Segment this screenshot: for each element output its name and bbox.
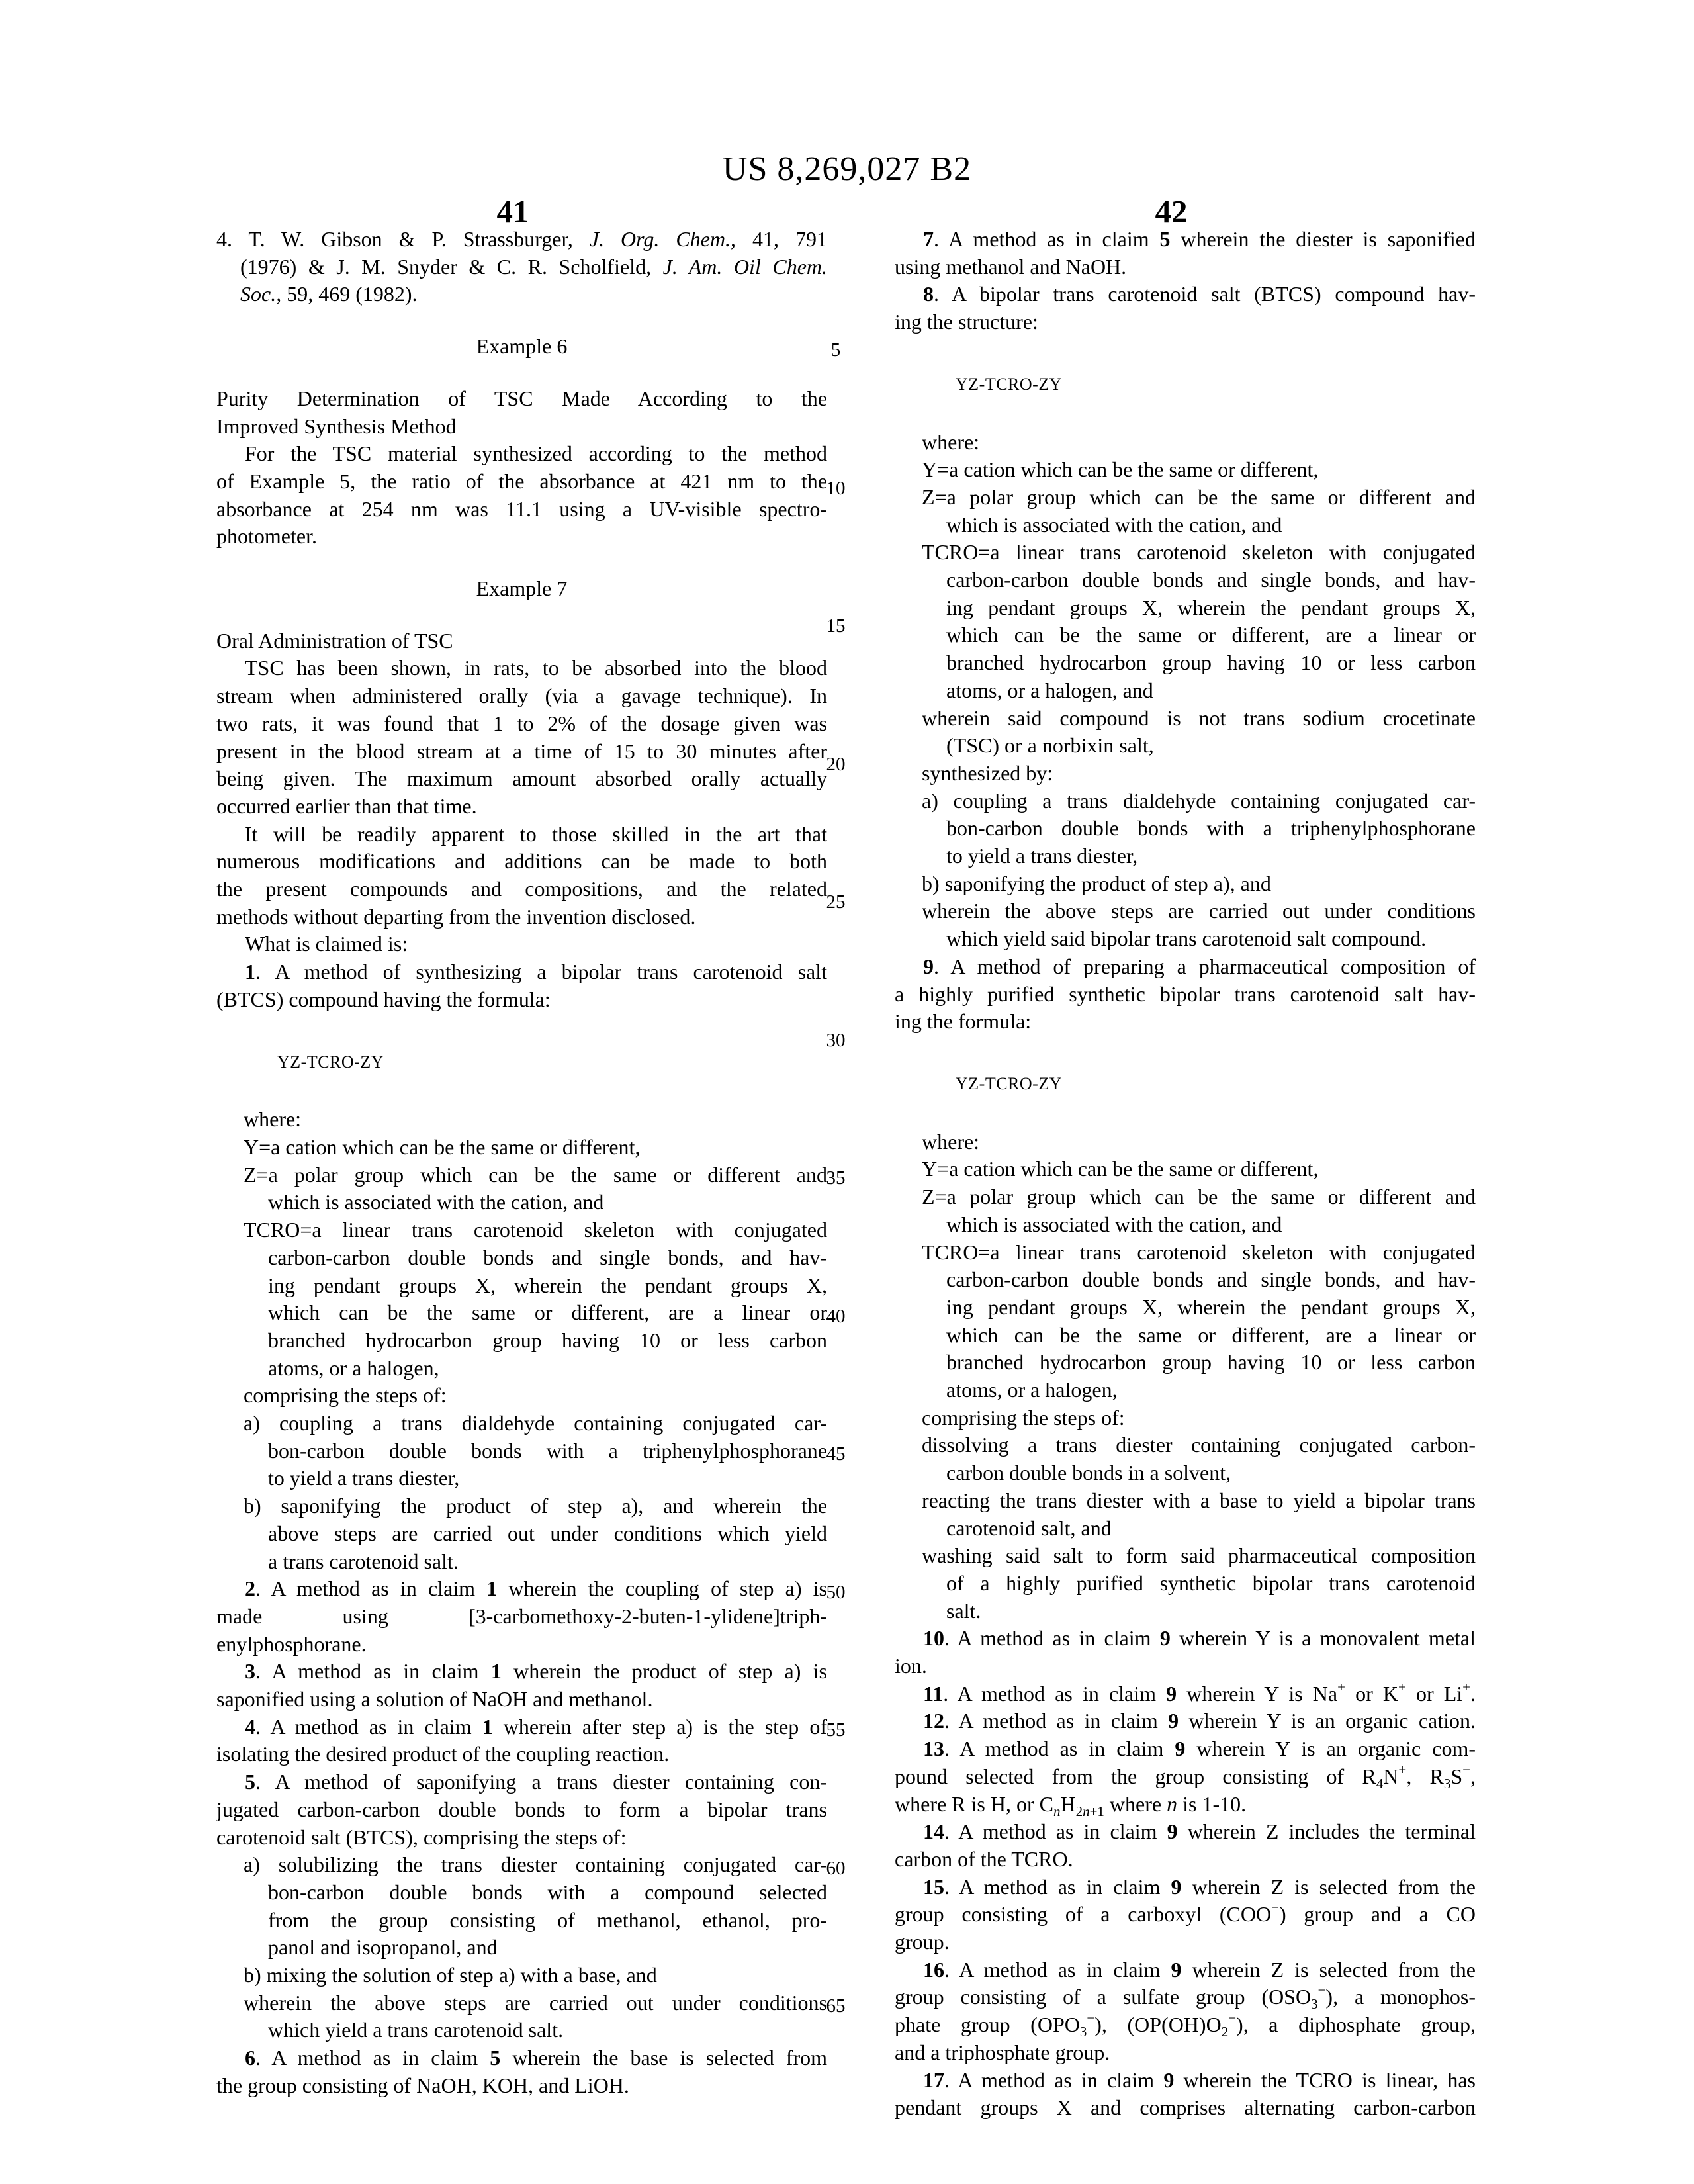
text-line: present in the blood stream at a time of 15 to 30 minutes after: [216, 739, 827, 763]
styled-text-run: 10: [923, 1626, 944, 1651]
styled-text-run: 2: [1221, 2024, 1229, 2040]
text-line: synthesized by:: [922, 760, 1053, 785]
styled-text-run: 3: [245, 1659, 255, 1684]
text-line: occurred earlier than that time.: [216, 794, 477, 818]
styled-text-run: −: [1271, 1899, 1279, 1916]
styled-text-run: Soc.,: [240, 282, 282, 306]
text-line: 16. A method as in claim 9 wherein Z is selected from the: [923, 1957, 1476, 1981]
line-number: 30: [826, 1029, 846, 1051]
styled-text-run: +: [1398, 1761, 1407, 1778]
text-line: bon-carbon double bonds with a triphenylphosphorane: [268, 1438, 827, 1463]
text-line: b) mixing the solution of step a) with a base, and: [244, 1963, 657, 1987]
styled-text-run: 4: [245, 1714, 255, 1739]
text-line: 14. A method as in claim 9 wherein Z includes the terminal: [923, 1819, 1476, 1844]
text-line: of a highly purified synthetic bipolar trans carotenoid: [946, 1570, 1476, 1595]
text-line: 17. A method as in claim 9 wherein the TCRO is linear, has: [923, 2068, 1476, 2092]
text-line: which can be the same or different, are a linear or: [268, 1300, 827, 1325]
line-number: 50: [826, 1581, 846, 1603]
styled-text-run: n: [1053, 1803, 1061, 1819]
text-line: Y=a cation which can be the same or different,: [922, 1157, 1319, 1181]
text-line: stream when administered orally (via a gavage technique). In: [216, 684, 827, 708]
text-line: What is claimed is:: [245, 932, 408, 956]
styled-text-run: −: [1317, 1982, 1326, 1999]
styled-text-run: 8: [923, 282, 934, 306]
text-line: 5. A method of saponifying a trans diester containing con-: [245, 1770, 827, 1794]
text-line: 4. T. W. Gibson & P. Strassburger, J. Org. Chem., 41, 791: [216, 227, 828, 251]
text-line: and a triphosphate group.: [895, 2040, 1110, 2064]
text-line: carbon-carbon double bonds and single bonds, and hav-: [946, 568, 1476, 592]
styled-text-run: 11: [923, 1681, 944, 1706]
styled-text-run: 9: [1166, 1681, 1177, 1706]
text-line: 3. A method as in claim 1 wherein the product of step a) is: [245, 1659, 828, 1684]
text-line: TCRO=a linear trans carotenoid skeleton with conjugated: [244, 1218, 827, 1242]
left-column: [216, 226, 827, 2100]
styled-text-run: 16: [923, 1957, 944, 1981]
text-line: saponified using a solution of NaOH and methanol.: [216, 1687, 653, 1711]
text-line: It will be readily apparent to those skilled in the art that: [245, 821, 827, 846]
text-line: atoms, or a halogen,: [946, 1378, 1118, 1402]
styled-text-run: 1: [245, 960, 255, 984]
text-line: bon-carbon double bonds with a triphenylphosphorane: [946, 816, 1476, 841]
styled-text-run: 9: [1171, 1874, 1182, 1899]
styled-text-run: 9: [1171, 1957, 1182, 1981]
page-number-41: 41: [496, 193, 529, 230]
text-line: two rats, it was found that 1 to 2% of the dosage given was: [216, 711, 827, 735]
text-line: 7. A method as in claim 5 wherein the diester is saponified: [923, 227, 1476, 251]
text-line: Z=a polar group which can be the same or different and: [922, 484, 1476, 509]
text-line: a trans carotenoid salt.: [268, 1549, 459, 1573]
text-line: atoms, or a halogen, and: [946, 678, 1153, 702]
styled-text-run: −: [1228, 2010, 1237, 2026]
text-line: wherein said compound is not trans sodium crocetinate: [922, 705, 1476, 730]
styled-text-run: J. Org. Chem.,: [589, 227, 736, 251]
text-line: b) saponifying the product of step a), and wherein the: [244, 1494, 827, 1518]
text-line: carotenoid salt, and: [946, 1516, 1112, 1540]
text-line: b) saponifying the product of step a), and: [922, 871, 1271, 895]
section-heading: Example 6: [476, 334, 568, 359]
styled-text-run: 9: [1159, 1626, 1171, 1651]
text-line: Z=a polar group which can be the same or different and: [244, 1162, 827, 1187]
styled-text-run: 2: [245, 1576, 255, 1601]
text-line: from the group consisting of methanol, ethanol, pro-: [268, 1907, 827, 1932]
line-number: 45: [826, 1443, 846, 1465]
styled-text-run: 3: [1311, 1996, 1318, 2013]
text-line: where R is H, or $C_nH_{2n+1}$ where n is 1-10.: [895, 1792, 1247, 1819]
text-line: 1. A method of synthesizing a bipolar trans carotenoid salt: [245, 960, 827, 984]
text-line: using methanol and NaOH.: [895, 254, 1127, 279]
text-line: numerous modifications and additions can be made to both: [216, 849, 827, 874]
formula-line: YZ-TCRO-ZY: [956, 1073, 1062, 1093]
text-line: carbon-carbon double bonds and single bonds, and hav-: [268, 1245, 827, 1269]
line-number: 65: [826, 1995, 846, 2017]
text-line: bon-carbon double bonds with a compound selected: [268, 1880, 827, 1904]
line-number: 55: [826, 1719, 846, 1741]
formula-line: YZ-TCRO-ZY: [956, 374, 1062, 394]
styled-text-run: 3: [1079, 2024, 1087, 2040]
styled-text-run: 13: [923, 1737, 944, 1761]
text-line: pendant groups X and comprises alternating carbon-carbon: [895, 2095, 1476, 2120]
line-number: 10: [826, 477, 846, 499]
text-line: 4. A method as in claim 1 wherein after step a) is the step of: [245, 1714, 827, 1739]
text-line: where:: [244, 1107, 302, 1132]
page-number-42: 42: [1155, 193, 1188, 230]
text-line: carbon-carbon double bonds and single bonds, and hav-: [946, 1267, 1476, 1292]
text-line: TSC has been shown, in rats, to be absorbed into the blood: [245, 656, 827, 680]
text-line: which yield said bipolar trans carotenoid salt compound.: [946, 927, 1427, 951]
text-line: salt.: [946, 1598, 981, 1623]
styled-text-run: 1: [486, 1576, 498, 1601]
text-line: ing the formula:: [895, 1009, 1032, 1034]
text-line: the group consisting of NaOH, KOH, and LiOH.: [216, 2073, 629, 2097]
text-line: ing pendant groups X, wherein the pendant groups X,: [268, 1273, 827, 1297]
text-line: ing the structure:: [895, 310, 1038, 334]
text-line: made using [3-carbomethoxy-2-buten-1-ylidene]triph-: [216, 1604, 827, 1628]
text-line: ion.: [895, 1654, 927, 1678]
text-line: carotenoid salt (BTCS), comprising the steps of:: [216, 1825, 627, 1849]
text-line: a) coupling a trans dialdehyde containing conjugated car-: [244, 1411, 827, 1435]
text-line: dissolving a trans diester containing conjugated carbon-: [922, 1433, 1476, 1457]
line-number: 20: [826, 753, 846, 775]
text-line: photometer.: [216, 524, 317, 549]
text-line: a) coupling a trans dialdehyde containing conjugated car-: [922, 788, 1476, 813]
styled-text-run: 7: [923, 227, 934, 251]
text-line: branched hydrocarbon group having 10 or less carbon: [946, 1350, 1476, 1375]
text-line: carbon of the TCRO.: [895, 1846, 1073, 1871]
text-line: (BTCS) compound having the formula:: [216, 987, 551, 1011]
text-line: a) solubilizing the trans diester containing conjugated car-: [244, 1852, 827, 1877]
patent-number-header: US 8,269,027 B2: [722, 150, 972, 188]
text-line: phate group $(OPO_3^-)$, $(OP(OH)O_2^-)$, a diphosphate group,: [895, 2010, 1476, 2040]
text-line: (1976) & J. M. Snyder & C. R. Scholfield, J. Am. Oil Chem.: [240, 254, 828, 279]
text-line: to yield a trans diester,: [946, 844, 1138, 868]
styled-text-run: 6: [245, 2046, 255, 2070]
text-line: being given. The maximum amount absorbed orally actually: [216, 766, 827, 791]
text-line: For the TSC material synthesized according to the method: [245, 441, 827, 466]
text-line: Z=a polar group which can be the same or different and: [922, 1185, 1476, 1209]
line-number: 40: [826, 1305, 846, 1327]
text-line: 11. A method as in claim 9 wherein Y is Na+ or K+ or Li+.: [923, 1678, 1476, 1706]
text-line: which is associated with the cation, and: [946, 1212, 1282, 1236]
text-line: a highly purified synthetic bipolar trans carotenoid salt hav-: [895, 981, 1476, 1006]
line-number: 35: [826, 1167, 846, 1189]
text-line: 2. A method as in claim 1 wherein the coupling of step a) is: [245, 1576, 828, 1601]
text-line: where:: [922, 430, 980, 454]
text-line: ing pendant groups X, wherein the pendant groups X,: [946, 595, 1476, 619]
text-line: ing pendant groups X, wherein the pendant groups X,: [946, 1295, 1476, 1319]
styled-text-run: 9: [1168, 1709, 1179, 1733]
text-line: Y=a cation which can be the same or different,: [244, 1134, 641, 1159]
text-line: Purity Determination of TSC Made According to the: [216, 386, 827, 410]
styled-text-run: +: [1462, 1678, 1471, 1695]
text-line: 13. A method as in claim 9 wherein Y is an organic com-: [923, 1737, 1476, 1761]
styled-text-run: J. Am. Oil Chem.: [662, 254, 828, 279]
styled-text-run: 5: [245, 1770, 255, 1794]
section-heading: Example 7: [476, 576, 568, 601]
styled-text-run: −: [1087, 2010, 1095, 2026]
text-line: 12. A method as in claim 9 wherein Y is an organic cation.: [923, 1709, 1476, 1733]
line-number: 25: [826, 891, 846, 913]
styled-text-run: 9: [1175, 1737, 1186, 1761]
text-line: 9. A method of preparing a pharmaceutical composition of: [923, 954, 1476, 978]
text-line: branched hydrocarbon group having 10 or less carbon: [946, 651, 1476, 675]
styled-text-run: 9: [923, 954, 934, 978]
text-line: Y=a cation which can be the same or different,: [922, 457, 1319, 482]
text-line: which can be the same or different, are a linear or: [946, 623, 1476, 647]
text-line: group consisting of a sulfate group $(OSO_3^-)$, a monophos-: [895, 1982, 1476, 2013]
text-line: group consisting of a carboxyl (COO−) group and a CO: [895, 1899, 1476, 1927]
text-line: comprising the steps of:: [922, 1405, 1125, 1430]
text-line: TCRO=a linear trans carotenoid skeleton with conjugated: [922, 540, 1476, 565]
text-line: 15. A method as in claim 9 wherein Z is selected from the: [923, 1874, 1476, 1899]
text-line: atoms, or a halogen,: [268, 1355, 439, 1380]
text-line: where:: [922, 1129, 980, 1154]
text-line: 10. A method as in claim 9 wherein Y is a monovalent metal: [923, 1626, 1476, 1651]
text-line: which can be the same or different, are a linear or: [946, 1322, 1476, 1347]
styled-text-run: n: [1083, 1803, 1090, 1819]
text-line: TCRO=a linear trans carotenoid skeleton with conjugated: [922, 1240, 1476, 1264]
text-line: enylphosphorane.: [216, 1631, 367, 1656]
styled-text-run: 4: [1376, 1775, 1384, 1792]
styled-text-run: 15: [923, 1874, 944, 1899]
styled-text-run: n: [1167, 1792, 1178, 1816]
right-column: [895, 226, 1476, 2122]
styled-text-run: 12: [923, 1709, 944, 1733]
text-line: comprising the steps of:: [244, 1383, 447, 1408]
styled-text-run: −: [1462, 1761, 1471, 1778]
text-line: reacting the trans diester with a base to yield a bipolar trans: [922, 1488, 1476, 1512]
text-line: wherein the above steps are carried out under conditions: [244, 1990, 827, 2015]
line-number: 5: [830, 340, 841, 361]
styled-text-run: 2: [1075, 1803, 1083, 1819]
text-line: absorbance at 254 nm was 11.1 using a UV-visible spectro-: [216, 496, 827, 521]
line-number: 60: [826, 1857, 846, 1879]
text-line: jugated carbon-carbon double bonds to form a bipolar trans: [216, 1797, 827, 1821]
styled-text-run: +1: [1089, 1803, 1104, 1819]
styled-text-run: 9: [1167, 1819, 1178, 1844]
styled-text-run: +: [1398, 1678, 1406, 1695]
text-line: of Example 5, the ratio of the absorbance at 421 nm to the: [216, 469, 827, 493]
text-line: Oral Administration of TSC: [216, 628, 453, 653]
text-line: Soc., 59, 469 (1982).: [240, 282, 418, 306]
styled-text-run: 14: [923, 1819, 944, 1844]
text-line: to yield a trans diester,: [268, 1466, 460, 1490]
text-line: wherein the above steps are carried out under conditions: [922, 899, 1476, 923]
styled-text-run: 5: [1159, 227, 1171, 251]
text-line: methods without departing from the invention disclosed.: [216, 904, 696, 929]
styled-text-run: +: [1337, 1678, 1345, 1695]
styled-text-run: 3: [1443, 1775, 1451, 1792]
text-line: (TSC) or a norbixin salt,: [946, 733, 1154, 758]
text-line: isolating the desired product of the coupling reaction.: [216, 1742, 670, 1766]
styled-text-run: 5: [490, 2046, 501, 2070]
styled-text-run: 17: [923, 2068, 944, 2092]
text-line: panol and isopropanol, and: [268, 1935, 498, 1960]
text-line: 8. A bipolar trans carotenoid salt (BTCS) compound hav-: [923, 282, 1476, 306]
text-line: which yield a trans carotenoid salt.: [268, 2018, 564, 2042]
line-number: 15: [826, 615, 846, 637]
text-line: 6. A method as in claim 5 wherein the base is selected from: [245, 2046, 828, 2070]
styled-text-run: 1: [482, 1714, 493, 1739]
text-line: pound selected from the group consisting of $R_4N^+$, $R_3S^-$,: [895, 1761, 1476, 1792]
styled-text-run: 1: [490, 1659, 502, 1684]
text-line: Improved Synthesis Method: [216, 414, 457, 438]
text-line: the present compounds and compositions, and the related: [216, 877, 827, 901]
text-line: which is associated with the cation, and: [946, 512, 1282, 537]
styled-text-run: 9: [1163, 2068, 1175, 2092]
text-line: group.: [895, 1930, 950, 1954]
text-line: branched hydrocarbon group having 10 or less carbon: [268, 1328, 827, 1352]
text-line: carbon double bonds in a solvent,: [946, 1461, 1231, 1485]
text-line: above steps are carried out under conditions which yield: [268, 1521, 827, 1545]
text-line: washing said salt to form said pharmaceutical composition: [922, 1543, 1476, 1568]
formula-line: YZ-TCRO-ZY: [277, 1052, 384, 1071]
text-line: which is associated with the cation, and: [268, 1190, 604, 1214]
